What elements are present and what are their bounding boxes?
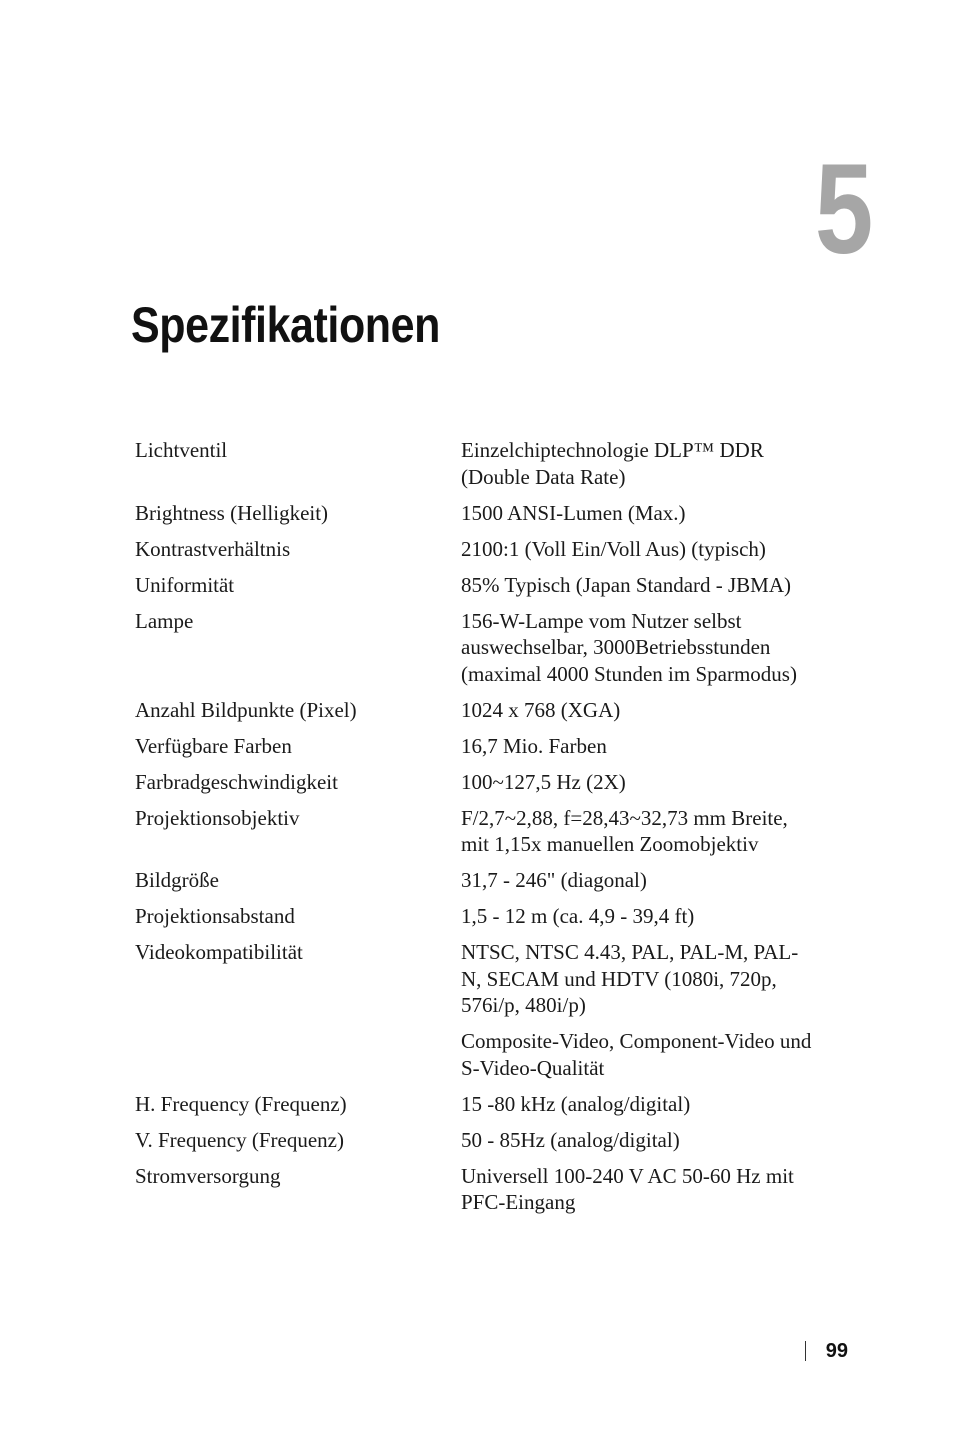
spec-value bbox=[461, 1127, 816, 1154]
spec-label: Verfügbare Farben bbox=[135, 733, 292, 758]
spec-value-text: Universell 100-240 V AC 50-60 Hz mit PFC-Eingang bbox=[461, 1163, 794, 1214]
spec-label: Lichtventil bbox=[135, 438, 228, 462]
spec-label: Brightness (Helligkeit) bbox=[135, 500, 329, 525]
spec-value-text: 1,5 - 12 m (ca. 4,9 - 39,4 ft) bbox=[461, 904, 695, 928]
spec-value bbox=[461, 769, 816, 796]
spec-row-lichtventil bbox=[135, 437, 825, 490]
spec-value bbox=[461, 572, 816, 599]
spec-label: H. Frequency (Frequenz) bbox=[135, 1091, 347, 1116]
spec-value bbox=[461, 608, 816, 688]
spec-value-text: NTSC, NTSC 4.43, PAL, PAL-M, PAL-N, SECAM und HDTV (1080i, 720p, 576i/p, 480i/p) bbox=[461, 940, 799, 1017]
spec-value-text: 85% Typisch (Japan Standard - JBMA) bbox=[461, 572, 792, 597]
spec-value bbox=[461, 805, 816, 858]
spec-label: Kontrastverhältnis bbox=[135, 536, 291, 561]
spec-row-bildpunkte bbox=[135, 697, 825, 724]
spec-row-kontrast bbox=[135, 536, 825, 563]
spec-value-text: 31,7 - 246" (diagonal) bbox=[461, 868, 647, 892]
spec-value bbox=[461, 500, 816, 527]
spec-value-text: Einzelchiptechnologie DLP™ DDR (Double Data Rate) bbox=[461, 438, 764, 489]
spec-value-text: 100~127,5 Hz (2X) bbox=[461, 769, 626, 794]
spec-value bbox=[461, 939, 816, 1081]
spec-value-text: 156-W-Lampe vom Nutzer selbst auswechselbar, 3000Betriebsstunden (maximal 4000 Stunden im Sparmodus) bbox=[461, 608, 797, 686]
spec-value bbox=[461, 867, 816, 894]
spec-value-text: 1024 x 768 (XGA) bbox=[461, 697, 621, 722]
spec-label: Projektionsabstand bbox=[135, 904, 295, 928]
spec-value-text: 16,7 Mio. Farben bbox=[461, 733, 607, 758]
spec-row-abstand bbox=[135, 903, 825, 930]
spec-label: Lampe bbox=[135, 608, 194, 633]
page-footer bbox=[805, 1339, 848, 1363]
spec-value bbox=[461, 437, 816, 490]
spec-value-text: Composite-Video, Component-Video und S-Video-Qualität bbox=[461, 1029, 812, 1080]
spec-label: Videokompatibilität bbox=[135, 940, 303, 964]
spec-value bbox=[461, 733, 816, 760]
spec-label: Projektionsobjektiv bbox=[135, 805, 300, 830]
spec-value bbox=[461, 697, 816, 724]
spec-label: Anzahl Bildpunkte (Pixel) bbox=[135, 697, 357, 722]
spec-label: Stromversorgung bbox=[135, 1163, 281, 1188]
footer-divider bbox=[805, 1341, 806, 1361]
spec-table bbox=[135, 437, 825, 1225]
spec-row-uniformitaet bbox=[135, 572, 825, 599]
spec-row-bildgroesse bbox=[135, 867, 825, 894]
spec-value-text: F/2,7~2,88, f=28,43~32,73 mm Breite, mit 1,15x manuellen Zoomobjektiv bbox=[461, 805, 788, 856]
spec-row-farben bbox=[135, 733, 825, 760]
spec-value bbox=[461, 536, 816, 563]
page-title: Spezifikationen bbox=[131, 297, 440, 353]
spec-label: Uniformität bbox=[135, 572, 235, 597]
spec-value-text: 1500 ANSI-Lumen (Max.) bbox=[461, 500, 686, 525]
spec-value-text: 15 -80 kHz (analog/digital) bbox=[461, 1091, 691, 1116]
spec-value bbox=[461, 1163, 816, 1216]
spec-row-brightness bbox=[135, 500, 825, 527]
spec-value bbox=[461, 1091, 816, 1118]
spec-label: Bildgröße bbox=[135, 868, 219, 892]
spec-row-hfrequenz bbox=[135, 1091, 825, 1118]
spec-row-objektiv bbox=[135, 805, 825, 858]
spec-value-text: 50 - 85Hz (analog/digital) bbox=[461, 1127, 680, 1152]
chapter-number: 5 bbox=[814, 138, 870, 281]
spec-row-lampe bbox=[135, 608, 825, 688]
spec-label: Farbradgeschwindigkeit bbox=[135, 769, 338, 794]
spec-label: V. Frequency (Frequenz) bbox=[135, 1127, 344, 1152]
page-number: 99 bbox=[825, 1340, 848, 1362]
spec-row-video bbox=[135, 939, 825, 1081]
spec-row-vfrequenz bbox=[135, 1127, 825, 1154]
spec-row-farbrad bbox=[135, 769, 825, 796]
spec-row-strom bbox=[135, 1163, 825, 1216]
spec-value-text: 2100:1 (Voll Ein/Voll Aus) (typisch) bbox=[461, 536, 766, 561]
spec-value bbox=[461, 903, 816, 930]
